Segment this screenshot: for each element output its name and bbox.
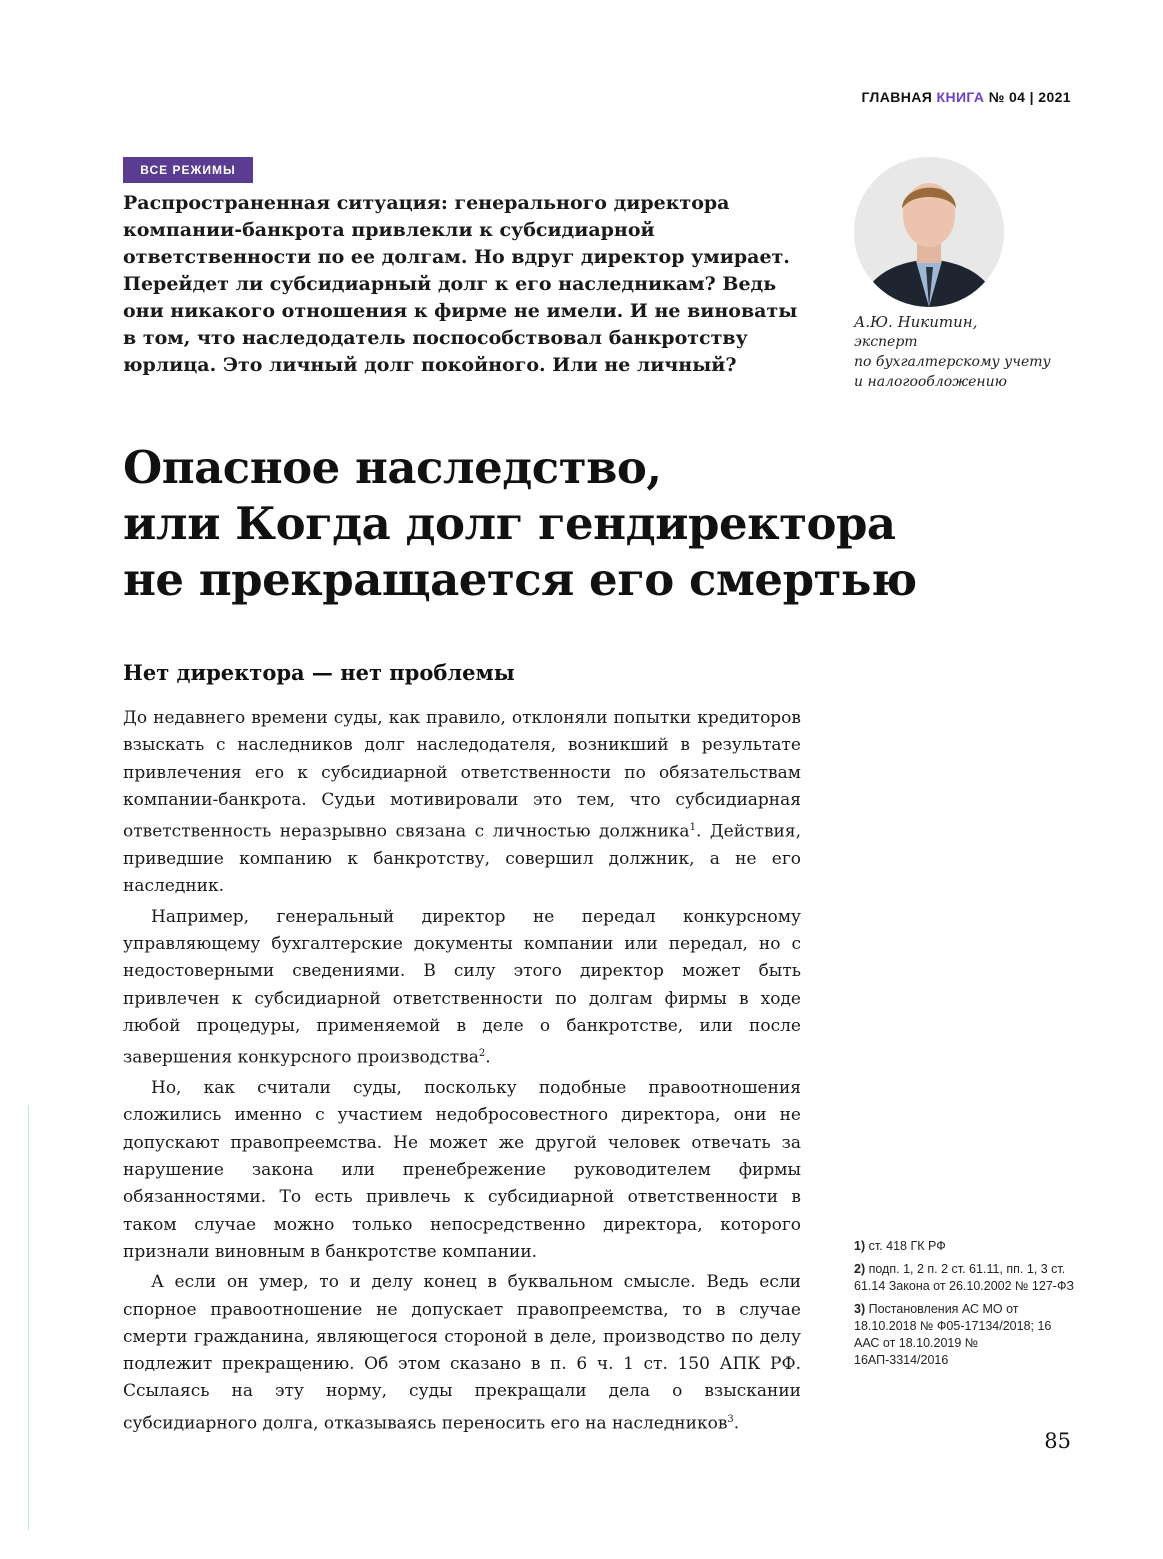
masthead-title: ГЛАВНАЯ — [861, 89, 933, 105]
footnote-ref: 3 — [727, 1413, 734, 1425]
footnote-ref: 1 — [689, 822, 696, 834]
paragraph-text: До недавнего времени суды, как правило, отклоняли попытки кредиторов взыскать с наследников долг наследодателя, возникший в результате привлечения его к субсидиарной ответственности по обязательствам компании-банкрота. Судьи мотивировали это тем, что субсидиарная ответственность неразрывно связана с личностью должника — [123, 708, 801, 842]
footnote — [854, 1261, 1074, 1295]
masthead-issue: № 04 | 2021 — [988, 89, 1071, 105]
page-number: 85 — [1044, 1429, 1071, 1453]
article-headline — [123, 440, 1023, 608]
body-paragraph — [123, 705, 801, 901]
paragraph-text: . — [485, 1047, 491, 1068]
body-paragraph — [123, 1269, 801, 1437]
headline-line-3: не прекращается его смертью — [123, 553, 917, 606]
footnote-number: 2) — [854, 1262, 866, 1276]
author-role-line1: эксперт — [854, 334, 918, 350]
paragraph-text: . Действия, приведшие компанию к банкротству, совершил должник, а не его наследник. — [123, 821, 801, 897]
body-paragraph — [123, 904, 801, 1072]
paragraph-text: А если он умер, то и делу конец в буквальном смысле. Ведь если спорное правоотношение не допускает правопреемства, то в случае смерти гражданина, являющегося стороной в деле, производство по делу подлежит прекращению. Об этом сказано в п. 6 ч. 1 ст. 150 АПК РФ. Ссылаясь на эту норму, суды прекращали дела о взыскании субсидиарного долга, отказываясь переносить его на наследников — [123, 1272, 801, 1434]
author-role-line3: и налогообложению — [854, 374, 1007, 390]
paragraph-text: Например, генеральный директор не передал конкурсному управляющему бухгалтерские документы компании или передал, но с недостоверными сведениями. В силу этого директор может быть привлечен к субсидиарной ответственности по долгам фирмы в ходе любой процедуры, применяемой в деле о банкротстве, или после завершения конкурсного производства — [123, 906, 801, 1068]
footnote-text: ст. 418 ГК РФ — [868, 1239, 946, 1253]
headline-line-2: или Когда долг гендиректора — [123, 497, 896, 550]
paragraph-text: . — [733, 1413, 740, 1434]
footnote-text: подп. 1, 2 п. 2 ст. 61.11, пп. 1, 3 ст. 61.14 Закона от 26.10.2002 № 127-ФЗ — [854, 1262, 1075, 1293]
footnote — [854, 1301, 1074, 1369]
author-photo — [854, 157, 1004, 307]
masthead — [861, 89, 1071, 105]
category-tag: ВСЕ РЕЖИМЫ — [123, 157, 253, 183]
author-info — [854, 312, 1074, 392]
footnote-ref: 2 — [478, 1048, 486, 1060]
portrait-image — [854, 157, 1004, 307]
footnote-number: 3) — [854, 1302, 866, 1316]
page-edge-line — [28, 1105, 29, 1530]
headline-line-1: Опасное наследство, — [123, 441, 662, 494]
footnote-text: Постановления АС МО от 18.10.2018 № Ф05-17134/2018; 16 ААС от 18.10.2019 № 16АП-3314/2016 — [854, 1302, 1052, 1367]
lead-paragraph: Распространенная ситуация: генерального директора компании-банкрота привлекли к субсидиарной ответственности по ее долгам. Но вдруг директор умирает. Перейдет ли субсидиарный долг к его наследникам? Ведь они никакого отношения к фирме не имели. И не виноваты в том, что наследодатель поспособствовал банкротству юрлица. Это личный долг покойного. Или не личный? — [123, 192, 798, 376]
author-name: А.Ю. Никитин, — [854, 313, 978, 331]
masthead-title-accent: КНИГА — [936, 89, 985, 105]
footnotes — [854, 1238, 1074, 1375]
footnote-number: 1) — [854, 1239, 866, 1253]
footnote — [854, 1238, 1074, 1255]
body-paragraph: Но, как считали суды, поскольку подобные правоотношения сложились именно с участием недобросовестного директора, они не допускают правопреемства. Не может же другой человек отвечать за нарушение закона или пренебрежение руководителем фирмы обязанностями. То есть привлечь к субсидиарной ответственности в таком случае можно только непосредственно директора, которого признали виновным в банкротстве компании. — [123, 1078, 801, 1262]
article-body — [123, 705, 801, 1441]
author-role-line2: по бухгалтерскому учету — [854, 354, 1051, 370]
section-title: Нет директора — нет проблемы — [123, 660, 515, 685]
